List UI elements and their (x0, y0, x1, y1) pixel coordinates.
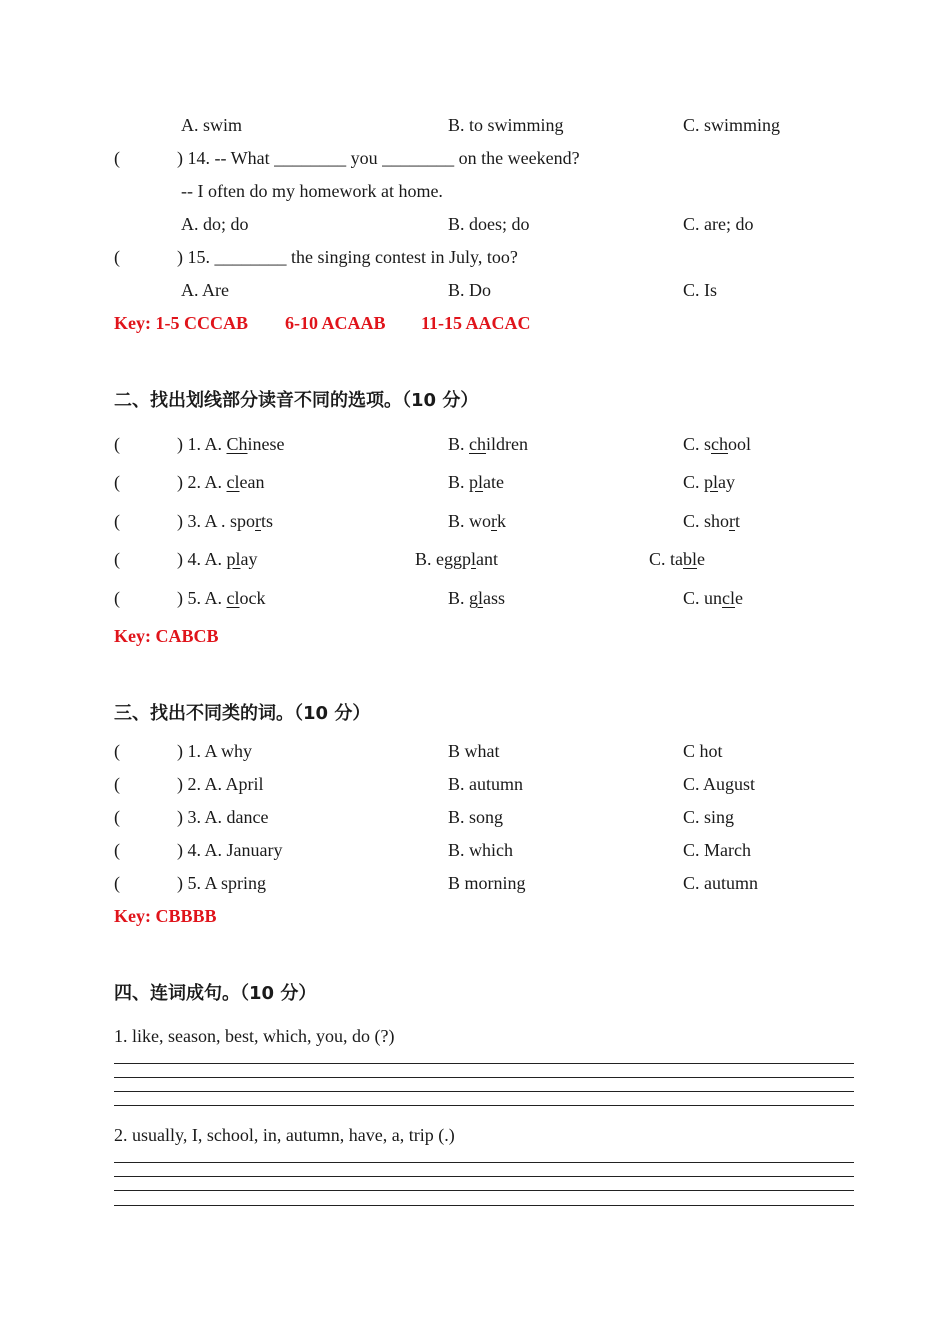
q13-option-b: B. to swimming (448, 115, 564, 135)
option-text: ts (261, 511, 274, 531)
answer-line (114, 1162, 854, 1163)
option-text: ass (483, 588, 506, 608)
option-a (177, 588, 266, 608)
option-text: C. (683, 472, 705, 492)
answer-line (114, 1176, 854, 1177)
option-a: ) 5. A spring (177, 873, 267, 893)
option-c (683, 511, 740, 531)
underlined-sound: cl (226, 472, 240, 492)
option-text: B. eggp (415, 549, 471, 569)
option-c: C. sing (683, 807, 735, 827)
option-text: k (497, 511, 507, 531)
underlined-sound: gl (469, 588, 484, 608)
option-text: C. s (683, 434, 712, 454)
underlined-sound: r (255, 511, 262, 531)
q14-option-c: C. are; do (683, 214, 754, 234)
sentence-prompt-1: 1. like, season, best, which, you, do (?) (114, 1026, 395, 1046)
option-text: B. (448, 434, 470, 454)
answer-line (114, 1091, 854, 1092)
answer-paren: ( (114, 741, 120, 761)
option-b (448, 588, 505, 608)
q15-option-b: B. Do (448, 280, 492, 300)
answer-paren: ( (114, 807, 120, 827)
option-a (177, 549, 258, 569)
option-text: ) 1. A. (177, 434, 227, 454)
q13-option-a: A. swim (181, 115, 243, 135)
option-b: B morning (448, 873, 526, 893)
option-text: ) 3. A . spo (177, 511, 256, 531)
option-text: e (735, 588, 744, 608)
option-a (177, 472, 264, 492)
option-c: C. August (683, 774, 756, 794)
option-text: B. (448, 588, 470, 608)
section-3-answer-key: Key: CBBBB (114, 906, 217, 926)
option-text: ) 4. A. (177, 549, 227, 569)
q14-option-a: A. do; do (181, 214, 249, 234)
answer-line (114, 1105, 854, 1106)
underlined-sound: l (471, 549, 477, 569)
option-text: ock (239, 588, 266, 608)
option-c (683, 472, 735, 492)
answer-paren: ( (114, 840, 120, 860)
answer-paren: ( (114, 774, 120, 794)
option-text: ) 5. A. (177, 588, 227, 608)
option-c: C. autumn (683, 873, 758, 893)
answer-key-1-5: Key: 1-5 CCCAB (114, 313, 248, 333)
underlined-sound: pl (469, 472, 484, 492)
option-b: B what (448, 741, 500, 761)
q15-option-c: C. Is (683, 280, 718, 300)
option-text: ildren (486, 434, 529, 454)
underlined-sound: cl (722, 588, 736, 608)
answer-paren: ( (114, 511, 120, 531)
section-3-heading: 三、找出不同类的词。（10 分） (114, 703, 371, 724)
section-2-answer-key: Key: CABCB (114, 626, 219, 646)
option-text: ean (239, 472, 265, 492)
option-c: C. March (683, 840, 751, 860)
option-text: ay (240, 549, 258, 569)
q14-stem: ) 14. -- What ________ you ________ on the weekend? (177, 148, 580, 168)
option-text: ate (483, 472, 505, 492)
option-b (448, 472, 504, 492)
answer-key-6-10: 6-10 ACAAB (285, 313, 386, 333)
q15-stem: ) 15. ________ the singing contest in July, too? (177, 247, 518, 267)
option-a: ) 1. A why (177, 741, 253, 761)
option-c (683, 434, 751, 454)
sentence-prompt-2: 2. usually, I, school, in, autumn, have, a, trip (.) (114, 1125, 455, 1145)
option-b: B. which (448, 840, 513, 860)
option-b (415, 549, 498, 569)
option-b: B. song (448, 807, 504, 827)
option-text: ant (476, 549, 499, 569)
answer-line (114, 1205, 854, 1206)
option-a: ) 2. A. April (177, 774, 264, 794)
option-b: B. autumn (448, 774, 523, 794)
option-text: t (735, 511, 741, 531)
option-a (177, 434, 285, 454)
section-4-heading: 四、连词成句。（10 分） (114, 983, 317, 1004)
option-b (448, 511, 506, 531)
q15-paren: ( (114, 247, 120, 267)
option-text: B. wo (448, 511, 492, 531)
option-c (649, 549, 705, 569)
option-text: C. ta (649, 549, 683, 569)
underlined-sound: ch (469, 434, 487, 454)
underlined-sound: pl (226, 549, 241, 569)
answer-paren: ( (114, 472, 120, 492)
answer-paren: ( (114, 434, 120, 454)
answer-paren: ( (114, 588, 120, 608)
option-c: C hot (683, 741, 723, 761)
answer-line (114, 1190, 854, 1191)
option-text: ay (718, 472, 736, 492)
answer-line (114, 1077, 854, 1078)
underlined-sound: pl (704, 472, 719, 492)
option-text: e (697, 549, 706, 569)
option-text: ool (728, 434, 752, 454)
answer-paren: ( (114, 873, 120, 893)
option-c (683, 588, 743, 608)
underlined-sound: ch (711, 434, 729, 454)
answer-key-11-15: 11-15 AACAC (421, 313, 531, 333)
option-a: ) 4. A. January (177, 840, 283, 860)
option-b (448, 434, 528, 454)
option-text: inese (247, 434, 285, 454)
underlined-sound: Ch (226, 434, 248, 454)
underlined-sound: cl (226, 588, 240, 608)
q14-paren: ( (114, 148, 120, 168)
q15-option-a: A. Are (181, 280, 229, 300)
answer-line (114, 1063, 854, 1064)
option-a (177, 511, 273, 531)
option-text: ) 2. A. (177, 472, 227, 492)
q14-reply: -- I often do my homework at home. (181, 181, 443, 201)
underlined-sound: r (491, 511, 498, 531)
underlined-sound: bl (683, 549, 698, 569)
underlined-sound: r (729, 511, 736, 531)
option-text: C. sho (683, 511, 730, 531)
option-text: C. un (683, 588, 723, 608)
section-2-heading: 二、找出划线部分读音不同的选项。（10 分） (114, 390, 479, 411)
q13-option-c: C. swimming (683, 115, 781, 135)
q14-option-b: B. does; do (448, 214, 530, 234)
answer-paren: ( (114, 549, 120, 569)
option-a: ) 3. A. dance (177, 807, 269, 827)
option-text: B. (448, 472, 470, 492)
